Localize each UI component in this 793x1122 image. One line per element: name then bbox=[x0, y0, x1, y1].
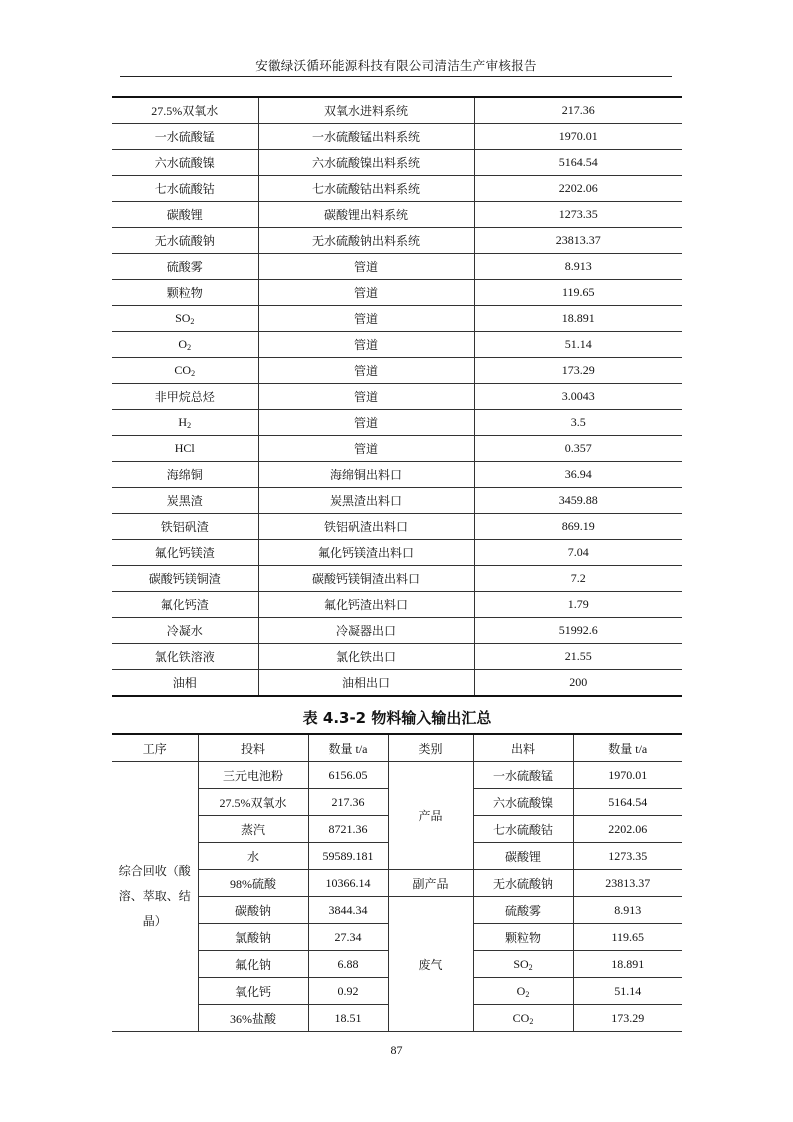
table-row bbox=[112, 332, 682, 358]
table-row bbox=[112, 410, 682, 436]
material-name-text: 颗粒物 bbox=[166, 286, 203, 300]
discharge-point-text: 管道 bbox=[353, 416, 378, 430]
input-material bbox=[198, 762, 308, 789]
discharge-point bbox=[258, 462, 474, 488]
amount-value bbox=[474, 358, 682, 384]
header-output-qty: 数量 t/a bbox=[573, 734, 682, 762]
material-name bbox=[112, 332, 258, 358]
table-row bbox=[112, 436, 682, 462]
header-category: 类别 bbox=[388, 734, 473, 762]
material-name-text: 炭黑渣 bbox=[166, 494, 203, 508]
discharge-point-text: 油相出口 bbox=[341, 676, 390, 690]
category-product bbox=[388, 762, 473, 870]
input-quantity-text: 59589.181 bbox=[322, 848, 374, 863]
amount-value bbox=[474, 488, 682, 514]
material-name bbox=[112, 566, 258, 592]
discharge-point-text: 氟化钙镁渣出料口 bbox=[317, 546, 414, 560]
input-quantity-text: 0.92 bbox=[337, 983, 359, 998]
page-header-title: 安徽绿沃循环能源科技有限公司清洁生产审核报告 bbox=[255, 59, 537, 73]
table-row bbox=[112, 150, 682, 176]
amount-value-text: 3.0043 bbox=[561, 389, 595, 403]
material-name bbox=[112, 97, 258, 124]
table-row bbox=[112, 97, 682, 124]
material-name-text: CO bbox=[174, 363, 192, 377]
output-quantity-text: 23813.37 bbox=[605, 875, 651, 890]
input-quantity-text: 6.88 bbox=[337, 956, 359, 971]
material-name bbox=[112, 488, 258, 514]
output-material-text: SO bbox=[513, 956, 529, 971]
input-quantity bbox=[308, 897, 388, 924]
discharge-point-text: 七水硫酸钴出料系统 bbox=[311, 182, 420, 196]
input-quantity bbox=[308, 951, 388, 978]
discharge-point-text: 管道 bbox=[353, 286, 378, 300]
material-name bbox=[112, 644, 258, 670]
discharge-point-text: 冷凝器出口 bbox=[335, 624, 396, 638]
category-byproduct bbox=[388, 870, 473, 897]
output-quantity bbox=[573, 897, 682, 924]
amount-value-text: 1970.01 bbox=[558, 129, 598, 143]
header-input: 投料 bbox=[198, 734, 308, 762]
input-quantity bbox=[308, 843, 388, 870]
material-balance-table bbox=[112, 733, 682, 1032]
discharge-point-text: 管道 bbox=[353, 390, 378, 404]
output-quantity bbox=[573, 789, 682, 816]
output-material bbox=[473, 843, 573, 870]
amount-value bbox=[474, 254, 682, 280]
process-name-text: 综合回收（酸溶、萃取、结晶） bbox=[118, 864, 191, 928]
output-quantity-text: 51.14 bbox=[614, 983, 642, 998]
output-material bbox=[473, 978, 573, 1005]
input-material bbox=[198, 897, 308, 924]
material-name-subscript: 2 bbox=[191, 369, 196, 378]
output-quantity-text: 1970.01 bbox=[608, 767, 648, 782]
discharge-point bbox=[258, 540, 474, 566]
material-name-text: H bbox=[178, 415, 188, 429]
material-name-text: 27.5%双氧水 bbox=[151, 104, 219, 118]
discharge-point bbox=[258, 410, 474, 436]
table-row bbox=[112, 762, 682, 789]
amount-value-text: 8.913 bbox=[564, 259, 592, 273]
discharge-point-text: 一水硫酸锰出料系统 bbox=[311, 130, 420, 144]
amount-value bbox=[474, 514, 682, 540]
material-name bbox=[112, 384, 258, 410]
input-quantity bbox=[308, 870, 388, 897]
input-material bbox=[198, 978, 308, 1005]
discharge-point bbox=[258, 670, 474, 697]
output-material bbox=[473, 924, 573, 951]
output-material bbox=[473, 789, 573, 816]
amount-value bbox=[474, 97, 682, 124]
material-name-text: 一水硫酸锰 bbox=[154, 130, 215, 144]
amount-value-text: 21.55 bbox=[564, 649, 592, 663]
header-process: 工序 bbox=[112, 734, 198, 762]
output-material-text: O bbox=[516, 983, 526, 998]
output-quantity bbox=[573, 762, 682, 789]
discharge-point bbox=[258, 566, 474, 592]
input-material-text: 水 bbox=[246, 849, 259, 864]
material-name bbox=[112, 410, 258, 436]
material-name-text: 氟化钙镁渣 bbox=[154, 546, 215, 560]
output-quantity bbox=[573, 870, 682, 897]
table-row bbox=[112, 488, 682, 514]
output-quantity bbox=[573, 951, 682, 978]
input-quantity bbox=[308, 978, 388, 1005]
input-quantity bbox=[308, 762, 388, 789]
material-name bbox=[112, 436, 258, 462]
output-material-subscript: 2 bbox=[525, 989, 530, 999]
output-quantity-text: 173.29 bbox=[611, 1010, 645, 1025]
discharge-point bbox=[258, 306, 474, 332]
material-name bbox=[112, 514, 258, 540]
material-name-text: 硫酸雾 bbox=[166, 260, 203, 274]
output-quantity-text: 5164.54 bbox=[608, 794, 648, 809]
material-name-text: 氯化铁溶液 bbox=[154, 650, 215, 664]
material-name bbox=[112, 540, 258, 566]
output-quantity bbox=[573, 924, 682, 951]
discharge-point bbox=[258, 254, 474, 280]
amount-value-text: 36.94 bbox=[564, 467, 592, 481]
table-row bbox=[112, 124, 682, 150]
input-material-text: 氧化钙 bbox=[234, 984, 271, 999]
header-divider bbox=[120, 76, 672, 77]
table-row bbox=[112, 176, 682, 202]
amount-value-text: 51992.6 bbox=[558, 623, 598, 637]
material-name-text: 油相 bbox=[172, 676, 197, 690]
discharge-point bbox=[258, 384, 474, 410]
output-material-text: 无水硫酸钠 bbox=[492, 876, 553, 891]
output-material-text: CO bbox=[512, 1010, 530, 1025]
amount-value bbox=[474, 384, 682, 410]
amount-value-text: 0.357 bbox=[564, 441, 592, 455]
category-product-text: 产品 bbox=[418, 809, 443, 823]
table-row bbox=[112, 280, 682, 306]
table-row bbox=[112, 254, 682, 280]
discharge-point-text: 六水硫酸镍出料系统 bbox=[311, 156, 420, 170]
output-quantity-text: 18.891 bbox=[611, 956, 645, 971]
category-waste-gas-text: 废气 bbox=[418, 957, 443, 972]
table-row bbox=[112, 514, 682, 540]
table-row bbox=[112, 306, 682, 332]
amount-value bbox=[474, 124, 682, 150]
input-material-text: 氯酸钠 bbox=[234, 930, 271, 945]
amount-value-text: 7.04 bbox=[567, 545, 589, 559]
material-name-subscript: 2 bbox=[190, 317, 195, 326]
input-quantity-text: 27.34 bbox=[334, 929, 362, 944]
table-header-row bbox=[112, 734, 682, 762]
input-material bbox=[198, 1005, 308, 1032]
discharge-point-text: 海绵铜出料口 bbox=[329, 468, 402, 482]
discharge-point bbox=[258, 436, 474, 462]
material-name bbox=[112, 670, 258, 697]
input-material-text: 三元电池粉 bbox=[222, 768, 283, 783]
input-material-text: 27.5%双氧水 bbox=[219, 795, 287, 810]
material-name-text: 铁铝矾渣 bbox=[160, 520, 209, 534]
input-quantity-text: 217.36 bbox=[331, 794, 365, 809]
output-material bbox=[473, 762, 573, 789]
header-output: 出料 bbox=[473, 734, 573, 762]
material-name-text: 六水硫酸镍 bbox=[154, 156, 215, 170]
table-row bbox=[112, 566, 682, 592]
material-name bbox=[112, 358, 258, 384]
amount-value bbox=[474, 618, 682, 644]
amount-value-text: 3.5 bbox=[570, 415, 586, 429]
table-row bbox=[112, 670, 682, 697]
amount-value bbox=[474, 540, 682, 566]
input-quantity-text: 3844.34 bbox=[328, 902, 368, 917]
material-name bbox=[112, 176, 258, 202]
amount-value-text: 1273.35 bbox=[558, 207, 598, 221]
input-quantity bbox=[308, 789, 388, 816]
discharge-point-text: 碳酸锂出料系统 bbox=[323, 208, 408, 222]
category-waste-gas bbox=[388, 897, 473, 1032]
input-material bbox=[198, 843, 308, 870]
material-name-text: 非甲烷总烃 bbox=[154, 390, 215, 404]
amount-value bbox=[474, 436, 682, 462]
table-row bbox=[112, 870, 682, 897]
output-material-text: 七水硫酸钴 bbox=[492, 822, 553, 837]
discharge-point-text: 氟化钙渣出料口 bbox=[323, 598, 408, 612]
output-material bbox=[473, 816, 573, 843]
output-material-subscript: 2 bbox=[528, 962, 533, 972]
amount-value-text: 51.14 bbox=[564, 337, 592, 351]
amount-value bbox=[474, 462, 682, 488]
discharge-point bbox=[258, 514, 474, 540]
discharge-point-text: 管道 bbox=[353, 364, 378, 378]
discharge-point bbox=[258, 202, 474, 228]
amount-value bbox=[474, 644, 682, 670]
output-material bbox=[473, 1005, 573, 1032]
table-row bbox=[112, 644, 682, 670]
discharge-point bbox=[258, 332, 474, 358]
amount-value-text: 7.2 bbox=[570, 571, 586, 585]
material-name-subscript: 2 bbox=[187, 343, 192, 352]
discharge-point bbox=[258, 618, 474, 644]
discharge-point-text: 管道 bbox=[353, 312, 378, 326]
discharge-point bbox=[258, 228, 474, 254]
input-quantity-text: 18.51 bbox=[334, 1010, 362, 1025]
input-quantity bbox=[308, 1005, 388, 1032]
amount-value-text: 3459.88 bbox=[558, 493, 598, 507]
material-name bbox=[112, 306, 258, 332]
discharge-point-text: 氯化铁出口 bbox=[335, 650, 396, 664]
material-name-text: 碳酸锂 bbox=[166, 208, 203, 222]
output-material bbox=[473, 951, 573, 978]
output-quantity-text: 119.65 bbox=[611, 929, 645, 944]
amount-value bbox=[474, 670, 682, 697]
table-row bbox=[112, 897, 682, 924]
input-quantity-text: 8721.36 bbox=[328, 821, 368, 836]
discharge-point-text: 无水硫酸钠出料系统 bbox=[311, 234, 420, 248]
output-material bbox=[473, 897, 573, 924]
output-material bbox=[473, 870, 573, 897]
amount-value-text: 18.891 bbox=[561, 311, 595, 325]
input-material-text: 98%硫酸 bbox=[230, 876, 276, 891]
amount-value bbox=[474, 410, 682, 436]
amount-value-text: 5164.54 bbox=[558, 155, 598, 169]
material-name-subscript: 2 bbox=[187, 421, 192, 430]
material-name bbox=[112, 280, 258, 306]
input-quantity-text: 6156.05 bbox=[328, 767, 368, 782]
output-material-text: 一水硫酸锰 bbox=[492, 768, 553, 783]
material-name bbox=[112, 228, 258, 254]
material-name bbox=[112, 592, 258, 618]
input-material-text: 碳酸钠 bbox=[234, 903, 271, 918]
output-material-text: 六水硫酸镍 bbox=[492, 795, 553, 810]
table-row bbox=[112, 358, 682, 384]
amount-value bbox=[474, 202, 682, 228]
table-row bbox=[112, 202, 682, 228]
table-row bbox=[112, 384, 682, 410]
material-name-text: HCl bbox=[174, 441, 195, 455]
amount-value-text: 173.29 bbox=[561, 363, 595, 377]
material-name bbox=[112, 462, 258, 488]
discharge-point bbox=[258, 488, 474, 514]
discharge-point-text: 碳酸钙镁铜渣出料口 bbox=[311, 572, 420, 586]
input-quantity-text: 10366.14 bbox=[325, 875, 371, 890]
amount-value-text: 23813.37 bbox=[555, 233, 601, 247]
amount-value-text: 869.19 bbox=[561, 519, 595, 533]
input-material bbox=[198, 816, 308, 843]
amount-value bbox=[474, 306, 682, 332]
table-row bbox=[112, 592, 682, 618]
discharge-point-text: 管道 bbox=[353, 442, 378, 456]
output-material-text: 硫酸雾 bbox=[504, 903, 541, 918]
output-material-text: 颗粒物 bbox=[504, 930, 541, 945]
material-output-table bbox=[112, 96, 682, 697]
input-material bbox=[198, 924, 308, 951]
material-name-text: 无水硫酸钠 bbox=[154, 234, 215, 248]
material-name bbox=[112, 150, 258, 176]
material-name-text: O bbox=[178, 337, 188, 351]
table-row bbox=[112, 228, 682, 254]
discharge-point bbox=[258, 176, 474, 202]
discharge-point bbox=[258, 358, 474, 384]
material-name bbox=[112, 254, 258, 280]
amount-value-text: 119.65 bbox=[561, 285, 595, 299]
amount-value-text: 2202.06 bbox=[558, 181, 598, 195]
output-material-text: 碳酸锂 bbox=[504, 849, 541, 864]
input-material bbox=[198, 789, 308, 816]
header-input-qty: 数量 t/a bbox=[308, 734, 388, 762]
amount-value-text: 217.36 bbox=[561, 103, 595, 117]
table-row bbox=[112, 540, 682, 566]
amount-value bbox=[474, 592, 682, 618]
output-quantity-text: 8.913 bbox=[614, 902, 642, 917]
discharge-point bbox=[258, 280, 474, 306]
input-quantity bbox=[308, 924, 388, 951]
output-quantity-text: 1273.35 bbox=[608, 848, 648, 863]
table-row bbox=[112, 462, 682, 488]
material-output-table-body bbox=[112, 97, 682, 696]
output-quantity bbox=[573, 816, 682, 843]
discharge-point-text: 铁铝矾渣出料口 bbox=[323, 520, 408, 534]
table-row bbox=[112, 618, 682, 644]
amount-value bbox=[474, 332, 682, 358]
amount-value bbox=[474, 176, 682, 202]
amount-value-text: 200 bbox=[569, 675, 588, 689]
material-name-text: 海绵铜 bbox=[166, 468, 203, 482]
discharge-point-text: 双氧水进料系统 bbox=[323, 104, 408, 118]
discharge-point-text: 炭黑渣出料口 bbox=[329, 494, 402, 508]
material-name-text: 冷凝水 bbox=[166, 624, 203, 638]
material-name-text: 碳酸钙镁铜渣 bbox=[148, 572, 221, 586]
output-quantity bbox=[573, 978, 682, 1005]
discharge-point bbox=[258, 97, 474, 124]
input-material bbox=[198, 870, 308, 897]
amount-value bbox=[474, 228, 682, 254]
input-quantity bbox=[308, 816, 388, 843]
category-byproduct-text: 副产品 bbox=[412, 876, 449, 891]
material-balance-table-body bbox=[112, 762, 682, 1032]
discharge-point-text: 管道 bbox=[353, 338, 378, 352]
discharge-point bbox=[258, 124, 474, 150]
output-quantity-text: 2202.06 bbox=[608, 821, 648, 836]
amount-value bbox=[474, 566, 682, 592]
table-caption: 表 4.3-2 物料输入输出汇总 bbox=[302, 709, 492, 727]
page-number: 87 bbox=[390, 1043, 403, 1057]
input-material bbox=[198, 951, 308, 978]
material-name-text: 氟化钙渣 bbox=[160, 598, 209, 612]
amount-value bbox=[474, 280, 682, 306]
process-name bbox=[112, 762, 198, 1032]
output-material-subscript: 2 bbox=[529, 1016, 534, 1026]
material-name bbox=[112, 202, 258, 228]
material-name bbox=[112, 618, 258, 644]
material-name-text: 七水硫酸钴 bbox=[154, 182, 215, 196]
discharge-point bbox=[258, 150, 474, 176]
material-name-text: SO bbox=[175, 311, 191, 325]
output-quantity bbox=[573, 843, 682, 870]
amount-value bbox=[474, 150, 682, 176]
output-quantity bbox=[573, 1005, 682, 1032]
material-name bbox=[112, 124, 258, 150]
input-material-text: 氟化钠 bbox=[234, 957, 271, 972]
input-material-text: 36%盐酸 bbox=[230, 1011, 276, 1026]
discharge-point-text: 管道 bbox=[353, 260, 378, 274]
discharge-point bbox=[258, 644, 474, 670]
input-material-text: 蒸汽 bbox=[240, 822, 265, 837]
discharge-point bbox=[258, 592, 474, 618]
amount-value-text: 1.79 bbox=[567, 597, 589, 611]
